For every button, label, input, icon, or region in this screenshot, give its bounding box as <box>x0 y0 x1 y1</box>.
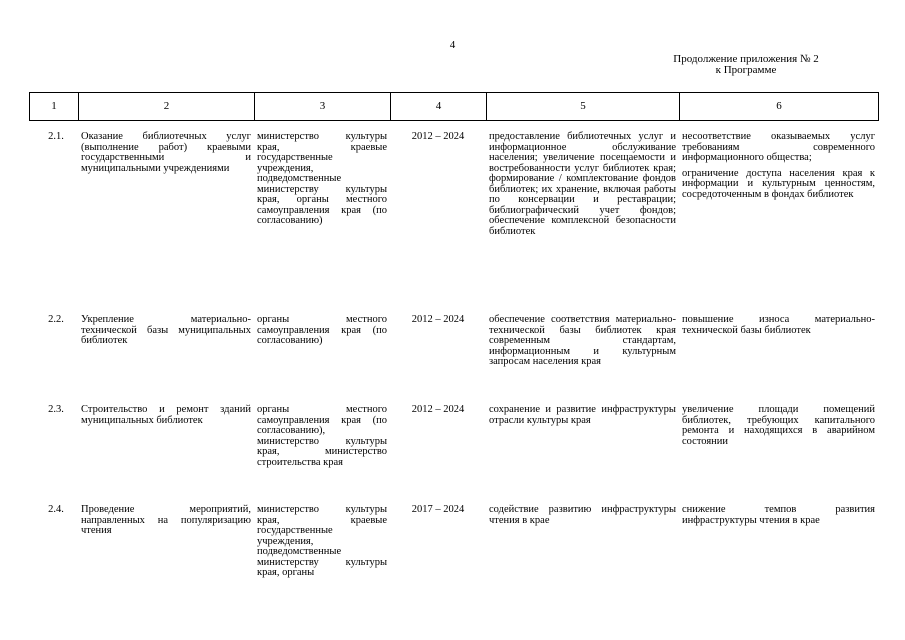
table-row <box>29 505 878 615</box>
row-number: 2.1. <box>48 131 64 142</box>
table-row <box>29 132 878 315</box>
column-number-3: 3 <box>255 93 391 121</box>
period: 2017 – 2024 <box>411 504 465 515</box>
consequence-item: увеличение площади помещений библиотек, требующих капитального ремонта и находящихся в аварийном состоянии <box>682 404 875 447</box>
table-row <box>29 315 878 405</box>
appendix-caption-line1: Продолжение приложения № 2 <box>673 53 819 65</box>
expected-result: сохранение и развитие инфраструктуры отрасли культуры края <box>489 404 676 426</box>
period: 2012 – 2024 <box>411 131 465 142</box>
executor: органы местного самоуправления края (по согласованию) <box>257 314 387 346</box>
appendix-caption <box>651 54 841 76</box>
column-number-6: 6 <box>680 93 879 121</box>
consequences <box>679 132 878 315</box>
event-name: Укрепление материально-технической базы муниципальных библиотек <box>81 314 251 346</box>
consequence-item: ограничение доступа населения края к информации и культурным ценностям, сосредоточенным в фондах библиотек <box>682 167 875 200</box>
appendix-caption-line2: к Программе <box>715 64 777 76</box>
event-name: Оказание библиотечных услуг (выполнение работ) краевыми государственными и муниципальными учреждениями <box>81 131 251 174</box>
row-number: 2.2. <box>48 314 64 325</box>
table-row <box>29 405 878 505</box>
executor: министерство культуры края, краевые государственные учреждения, подведомственные министерству культуры края, органы <box>257 504 387 578</box>
event-name: Проведение мероприятий, направленных на популяризацию чтения <box>81 504 251 536</box>
executor: органы местного самоуправления края (по согласованию), министерство культуры края, министерство строительства края <box>257 404 387 468</box>
row-number: 2.3. <box>48 404 64 415</box>
period: 2012 – 2024 <box>411 314 465 325</box>
period: 2012 – 2024 <box>411 404 465 415</box>
column-number-2: 2 <box>79 93 255 121</box>
page-number: 4 <box>449 39 456 51</box>
column-number-4: 4 <box>391 93 487 121</box>
expected-result: предоставление библиотечных услуг и информационное обслуживание населения; увеличение посещаемости и востребованности услуг библиотек края; формирование / комплектование фондов библиотек; их хранение, включая работы по консервации и реставрации; библиографический учет фондов; обеспечение комплексной безопасности библиотек <box>489 131 676 237</box>
column-number-5: 5 <box>487 93 680 121</box>
consequences <box>679 405 878 505</box>
event-name: Строительство и ремонт зданий муниципальных библиотек <box>81 404 251 426</box>
executor: министерство культуры края, краевые государственные учреждения, подведомственные министерству культуры края, органы местного самоуправления края (по согласованию) <box>257 131 387 226</box>
expected-result: содействие развитию инфраструктуры чтения в крае <box>489 504 676 526</box>
consequence-item: несоответствие оказываемых услуг требованиям современного информационного общества; <box>682 131 875 163</box>
table-body <box>29 132 878 615</box>
expected-result: обеспечение соответствия материально-технической базы библиотек края современным стандартам, информационным и культурным запросам населения края <box>489 314 676 367</box>
consequences <box>679 315 878 405</box>
consequence-item: повышение износа материально-технической базы библиотек <box>682 314 875 336</box>
column-number-header <box>29 92 879 121</box>
consequences <box>679 505 878 615</box>
row-number: 2.4. <box>48 504 64 515</box>
column-number-1: 1 <box>30 93 79 121</box>
consequence-item: снижение темпов развития инфраструктуры чтения в крае <box>682 504 875 526</box>
